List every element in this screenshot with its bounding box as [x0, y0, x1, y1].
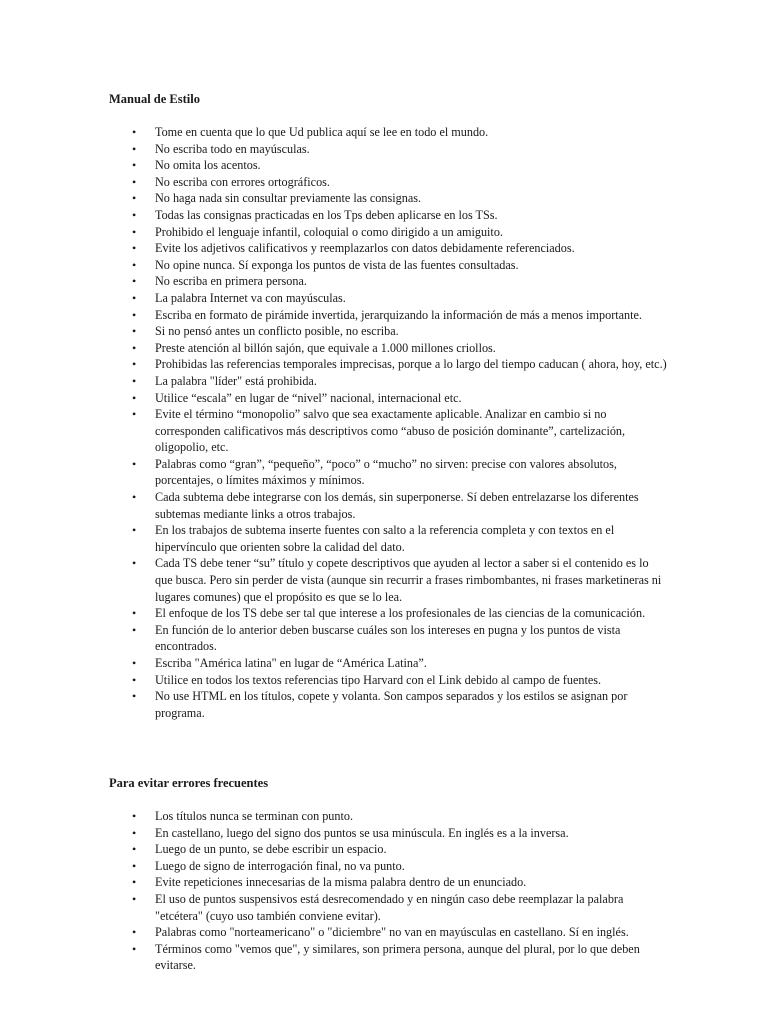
bullet-icon: •	[132, 407, 137, 422]
list-item-text: Palabras como "norteamericano" o "diciembre" no van en mayúsculas en castellano. Sí en inglés.	[155, 925, 629, 940]
list-item-text: No haga nada sin consultar previamente las consignas.	[155, 191, 422, 206]
list-item	[109, 808, 669, 825]
list-item-text: El uso de puntos suspensivos está desrecomendado y en ningún caso debe reemplazar la palabra "etcétera" (cuyo uso también conviene evitar).	[155, 891, 624, 923]
list-item	[109, 257, 669, 274]
list-item-text: Términos como "vemos que", y similares, son primera persona, aunque del plural, por lo que deben evitarse.	[155, 941, 640, 973]
list-item	[109, 207, 669, 224]
list-item	[109, 841, 669, 858]
bullet-icon: •	[132, 672, 137, 687]
bullet-icon: •	[132, 340, 137, 355]
list-item	[109, 190, 669, 207]
list-item-text: En los trabajos de subtema inserte fuentes con salto a la referencia completa y con textos en el hipervínculo que orienten sobre la calidad del dato.	[155, 523, 615, 554]
bullet-icon: •	[132, 556, 137, 571]
bullet-icon: •	[132, 241, 137, 256]
list-item	[109, 373, 669, 390]
bullet-icon: •	[132, 207, 137, 222]
bullet-icon: •	[132, 141, 137, 156]
list-item-text: Tome en cuenta que lo que Ud publica aquí se lee en todo el mundo.	[155, 125, 489, 139]
list-item-text: No escriba en primera persona.	[155, 274, 307, 289]
bullet-icon: •	[132, 656, 137, 670]
list-item-text: Evite los adjetivos calificativos y reemplazarlos con datos debidamente referenciados.	[155, 241, 575, 256]
bullet-icon: •	[132, 257, 137, 272]
list-item-text: No omita los acentos.	[155, 158, 261, 173]
list-item	[109, 941, 669, 974]
list-item-text: Luego de un punto, se debe escribir un espacio.	[155, 842, 387, 857]
bullet-icon: •	[132, 809, 137, 823]
list-item-text: En castellano, luego del signo dos puntos se usa minúscula. En inglés es a la inversa.	[155, 825, 569, 840]
list-item	[109, 174, 669, 191]
bullet-icon: •	[132, 456, 137, 471]
bullet-icon: •	[132, 622, 137, 637]
list-item	[109, 522, 669, 555]
list-item	[109, 124, 669, 141]
list-item-text: Evite repeticiones innecesarias de la misma palabra dentro de un enunciado.	[155, 875, 527, 890]
list-item	[109, 891, 669, 924]
bullet-icon: •	[132, 274, 137, 289]
list-item	[109, 356, 669, 373]
list-item-text: Luego de signo de interrogación final, no va punto.	[155, 858, 405, 873]
list-item	[109, 825, 669, 842]
list-item-text: Si no pensó antes un conflicto posible, no escriba.	[155, 324, 399, 339]
list-item	[109, 555, 669, 605]
list-item	[109, 406, 669, 456]
list-item-text: El enfoque de los TS debe ser tal que interese a los profesionales de las ciencias de la comunicación.	[155, 606, 646, 621]
list-item-text: La palabra "líder" está prohibida.	[155, 373, 317, 388]
bullet-icon: •	[132, 324, 137, 339]
list-item	[109, 456, 669, 489]
list-item	[109, 290, 669, 307]
list-item	[109, 224, 669, 241]
list-item	[109, 323, 669, 340]
bullet-icon: •	[132, 191, 137, 206]
bullet-icon: •	[132, 357, 137, 372]
list-item	[109, 157, 669, 174]
bullet-icon: •	[132, 373, 137, 388]
list-item-text: No escriba con errores ortográficos.	[155, 174, 330, 189]
list-item-text: Escriba "América latina" en lugar de “América Latina”.	[155, 656, 427, 670]
list-item	[109, 655, 669, 672]
list-item-text: En función de lo anterior deben buscarse cuáles son los intereses en pugna y los puntos de vista encontrados.	[155, 622, 621, 654]
bullet-icon: •	[132, 125, 137, 139]
bullet-icon: •	[132, 941, 137, 956]
bullet-icon: •	[132, 891, 137, 906]
section-heading-errores-frecuentes: Para evitar errores frecuentes	[109, 776, 269, 790]
bullet-icon: •	[132, 689, 137, 704]
list-item-text: Prohibidas las referencias temporales imprecisas, porque a lo largo del tiempo caducan ( ahora, hoy, etc.)	[155, 357, 667, 372]
bullet-icon: •	[132, 606, 137, 621]
bullet-icon: •	[132, 858, 137, 873]
list-item	[109, 340, 669, 357]
list-item	[109, 605, 669, 622]
style-rules-list	[109, 124, 669, 721]
bullet-icon: •	[132, 390, 137, 405]
bullet-icon: •	[132, 925, 137, 940]
list-item	[109, 688, 669, 721]
list-item	[109, 240, 669, 257]
bullet-icon: •	[132, 842, 137, 857]
list-item-text: Utilice “escala” en lugar de “nivel” nacional, internacional etc.	[155, 390, 462, 405]
list-item	[109, 622, 669, 655]
list-item-text: No opine nunca. Sí exponga los puntos de vista de las fuentes consultadas.	[155, 257, 519, 272]
list-item-text: No use HTML en los títulos, copete y volanta. Son campos separados y los estilos se asignan por programa.	[155, 689, 628, 720]
list-item	[109, 141, 669, 158]
list-item	[109, 874, 669, 891]
bullet-icon: •	[132, 875, 137, 890]
list-item-text: No escriba todo en mayúsculas.	[155, 141, 310, 156]
list-item	[109, 858, 669, 875]
list-item-text: Prohibido el lenguaje infantil, coloquial o como dirigido a un amiguito.	[155, 224, 503, 239]
bullet-icon: •	[132, 825, 137, 840]
list-item-text: Cada subtema debe integrarse con los demás, sin superponerse. Sí deben entrelazarse los diferentes subtemas mediante links a otros trabajos.	[155, 490, 639, 521]
list-item-text: Utilice en todos los textos referencias tipo Harvard con el Link debido al campo de fuentes.	[155, 672, 602, 687]
list-item-text: Cada TS debe tener “su” título y copete descriptivos que ayuden al lector a saber si el contenido es lo que busca. Pero sin perder de vista (aunque sin recurrir a frases rimbombantes, ni frases marketineras ni lugares comunes) que el propósito es que se lo lea.	[155, 556, 662, 604]
bullet-icon: •	[132, 224, 137, 239]
list-item	[109, 924, 669, 941]
list-item	[109, 273, 669, 290]
list-item-text: Palabras como “gran”, “pequeño”, “poco” o “mucho” no sirven: precise con valores absolutos, porcentajes, o límites máximos y mínimos.	[155, 456, 617, 488]
list-item-text: Escriba en formato de pirámide invertida, jerarquizando la información de más a menos importante.	[155, 307, 642, 322]
bullet-icon: •	[132, 290, 137, 305]
list-item-text: Preste atención al billón sajón, que equivale a 1.000 millones criollos.	[155, 340, 496, 355]
list-item-text: Los títulos nunca se terminan con punto.	[155, 809, 354, 823]
section-heading-manual-de-estilo: Manual de Estilo	[109, 92, 200, 106]
list-item-text: La palabra Internet va con mayúsculas.	[155, 290, 346, 305]
list-item	[109, 307, 669, 324]
list-item	[109, 672, 669, 689]
common-errors-list	[109, 808, 669, 974]
bullet-icon: •	[132, 490, 137, 505]
bullet-icon: •	[132, 174, 137, 189]
list-item-text: Evite el término “monopolio” salvo que sea exactamente aplicable. Analizar en cambio si no corresponden calificativos más descriptivos como “abuso de posición dominante”, cartelización, oligopolio, etc.	[155, 407, 626, 455]
bullet-icon: •	[132, 523, 137, 538]
list-item-text: Todas las consignas practicadas en los Tps deben aplicarse en los TSs.	[155, 207, 498, 222]
list-item	[109, 390, 669, 407]
bullet-icon: •	[132, 307, 137, 322]
bullet-icon: •	[132, 158, 137, 173]
list-item	[109, 489, 669, 522]
